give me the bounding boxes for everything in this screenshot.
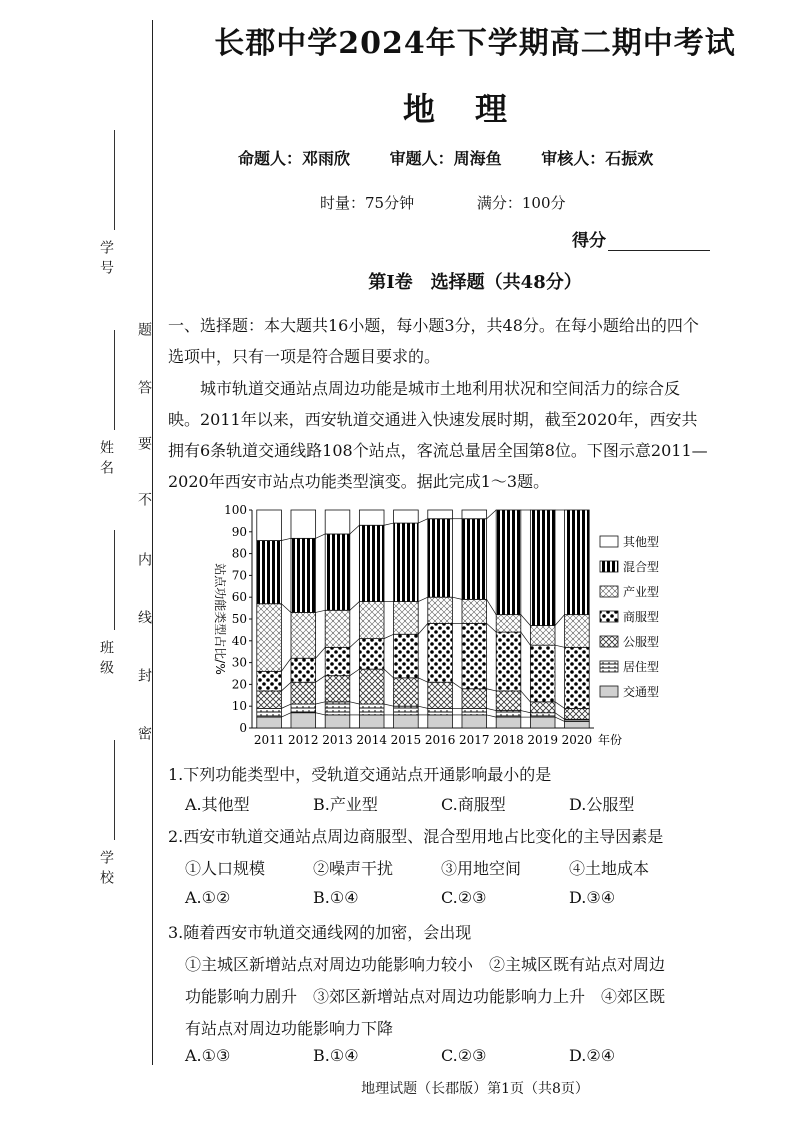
question-3-stem: 3.随着西安市轨道交通线网的加密，会出现 bbox=[168, 923, 472, 942]
bar-2011-混合型 bbox=[257, 541, 282, 604]
connector-1-0 bbox=[281, 704, 291, 708]
connector-3-7 bbox=[521, 632, 531, 645]
legend-swatch-商服型 bbox=[600, 611, 618, 622]
binding-field-blank-0[interactable] bbox=[114, 130, 115, 230]
seal-char-6: 封 bbox=[136, 668, 152, 682]
connector-2-4 bbox=[418, 678, 428, 682]
bar-2015-居住型 bbox=[394, 706, 419, 715]
bar-2020-混合型 bbox=[565, 510, 590, 615]
authors-line bbox=[238, 146, 653, 169]
bar-2015-交通型 bbox=[394, 715, 419, 728]
y-tick-label-100: 100 bbox=[224, 503, 247, 517]
q2-option-c[interactable]: C.②③ bbox=[441, 888, 487, 907]
q1-option-d[interactable]: D.公服型 bbox=[569, 795, 635, 814]
seal-char-3: 不 bbox=[136, 492, 152, 506]
bar-2017-商服型 bbox=[462, 623, 487, 688]
q2-option-b[interactable]: B.①④ bbox=[313, 888, 359, 907]
x-tick-label-2018: 2018 bbox=[493, 733, 524, 747]
y-tick-label-30: 30 bbox=[231, 655, 247, 670]
passage bbox=[168, 373, 708, 497]
bar-2012-交通型 bbox=[291, 713, 316, 728]
q3-option-c[interactable]: C.②③ bbox=[441, 1046, 487, 1065]
q3-option-a[interactable]: A.①③ bbox=[185, 1046, 231, 1065]
connector-4-7 bbox=[521, 615, 531, 626]
y-tick-label-40: 40 bbox=[231, 633, 247, 648]
bar-2018-交通型 bbox=[496, 717, 521, 728]
bar-2018-产业型 bbox=[496, 615, 521, 632]
connector-0-0 bbox=[281, 713, 291, 717]
y-tick-label-0: 0 bbox=[239, 721, 247, 735]
intro-text: 一、选择题：本大题共16小题，每小题3分，共48分。在每小题给出的四个选项中，只有一项是符合题目要求的。 bbox=[168, 316, 699, 366]
bar-2019-混合型 bbox=[530, 510, 555, 626]
legend-swatch-居住型 bbox=[600, 661, 618, 672]
connector-1-1 bbox=[316, 702, 326, 704]
bar-2016-公服型 bbox=[428, 682, 453, 708]
bar-2020-产业型 bbox=[565, 615, 590, 648]
bar-2017-公服型 bbox=[462, 689, 487, 709]
y-axis-label: 站点功能类型占比/% bbox=[213, 563, 227, 675]
connector-2-6 bbox=[487, 689, 497, 691]
binding-field-label-0: 学号 bbox=[98, 240, 114, 280]
connector-5-6 bbox=[487, 510, 497, 519]
section-intro bbox=[168, 310, 708, 372]
bar-2020-商服型 bbox=[565, 647, 590, 708]
bar-2019-交通型 bbox=[530, 717, 555, 728]
y-tick-label-60: 60 bbox=[231, 590, 247, 605]
connector-0-8 bbox=[555, 717, 565, 721]
connector-5-2 bbox=[350, 525, 360, 534]
connector-4-6 bbox=[487, 599, 497, 614]
bar-2015-公服型 bbox=[394, 678, 419, 706]
bar-2014-商服型 bbox=[359, 639, 384, 670]
bar-2012-混合型 bbox=[291, 538, 316, 612]
q3-choices-line-1: ①主城区新增站点对周边功能影响力较小 ②主城区既有站点对周边 bbox=[185, 955, 666, 974]
bar-2016-商服型 bbox=[428, 623, 453, 682]
connector-4-1 bbox=[316, 610, 326, 612]
section-title: 第Ⅰ卷 选择题（共48分） bbox=[368, 272, 582, 293]
connector-3-3 bbox=[384, 634, 394, 638]
bar-2015-产业型 bbox=[394, 602, 419, 635]
bar-2011-其他型 bbox=[257, 510, 282, 541]
bar-2011-产业型 bbox=[257, 604, 282, 672]
legend-label-混合型: 混合型 bbox=[623, 560, 660, 574]
connector-3-0 bbox=[281, 658, 291, 671]
y-tick-label-50: 50 bbox=[231, 612, 247, 626]
legend-label-公服型: 公服型 bbox=[623, 635, 660, 649]
connector-1-2 bbox=[350, 702, 360, 704]
score-blank[interactable] bbox=[608, 234, 710, 251]
bar-2016-产业型 bbox=[428, 597, 453, 623]
binding-field-blank-2[interactable] bbox=[114, 530, 115, 630]
reviewer: 审题人：周海鱼 bbox=[389, 149, 502, 168]
bar-2016-居住型 bbox=[428, 708, 453, 715]
connector-3-1 bbox=[316, 647, 326, 658]
connector-0-1 bbox=[316, 713, 326, 715]
bar-2011-公服型 bbox=[257, 691, 282, 708]
bar-2018-混合型 bbox=[496, 510, 521, 615]
full-marks: 满分：100分 bbox=[476, 194, 566, 212]
time-limit: 时量：75分钟 bbox=[320, 194, 415, 212]
connector-2-3 bbox=[384, 669, 394, 678]
x-tick-label-2013: 2013 bbox=[322, 733, 353, 747]
bar-2014-公服型 bbox=[359, 669, 384, 704]
time-info bbox=[320, 192, 566, 213]
y-tick-label-10: 10 bbox=[231, 699, 247, 714]
seal-char-0: 题 bbox=[136, 322, 152, 336]
bar-2013-交通型 bbox=[325, 715, 350, 728]
bar-2012-产业型 bbox=[291, 612, 316, 658]
connector-5-4 bbox=[418, 519, 428, 523]
legend-label-产业型: 产业型 bbox=[623, 585, 660, 599]
question-1-stem: 1.下列功能类型中，受轨道交通站点开通影响最小的是 bbox=[168, 765, 552, 784]
x-tick-label-2017: 2017 bbox=[459, 733, 490, 747]
legend-swatch-其他型 bbox=[600, 536, 618, 547]
bar-2014-产业型 bbox=[359, 602, 384, 639]
bar-2011-交通型 bbox=[257, 717, 282, 728]
y-tick-label-80: 80 bbox=[231, 546, 247, 561]
connector-4-0 bbox=[281, 604, 291, 613]
connector-3-4 bbox=[418, 623, 428, 634]
y-tick-label-90: 90 bbox=[231, 524, 247, 539]
connector-3-6 bbox=[487, 623, 497, 632]
bar-2012-居住型 bbox=[291, 704, 316, 713]
connector-0-6 bbox=[487, 715, 497, 717]
legend-label-商服型: 商服型 bbox=[623, 610, 660, 624]
q2-choice-1: ①人口规模 bbox=[185, 859, 266, 878]
q2-option-d[interactable]: D.③④ bbox=[569, 888, 616, 907]
connector-2-0 bbox=[281, 682, 291, 691]
bar-2011-商服型 bbox=[257, 671, 282, 691]
bar-2015-混合型 bbox=[394, 523, 419, 601]
connector-4-5 bbox=[452, 597, 462, 599]
binding-field-label-1: 姓名 bbox=[98, 440, 114, 480]
bar-2014-交通型 bbox=[359, 715, 384, 728]
connector-2-1 bbox=[316, 676, 326, 683]
page-footer: 地理试题（长郡版）第1页（共8页） bbox=[361, 1081, 589, 1097]
binding-field-label-3: 学校 bbox=[98, 850, 114, 890]
bar-2020-公服型 bbox=[565, 708, 590, 719]
legend-swatch-公服型 bbox=[600, 636, 618, 647]
bar-2016-其他型 bbox=[428, 510, 453, 519]
score-field bbox=[572, 226, 710, 251]
bar-2011-居住型 bbox=[257, 708, 282, 717]
legend-label-居住型: 居住型 bbox=[623, 660, 660, 674]
bar-2013-居住型 bbox=[325, 702, 350, 715]
bar-2019-居住型 bbox=[530, 713, 555, 717]
connector-2-5 bbox=[452, 682, 462, 689]
bar-2012-公服型 bbox=[291, 682, 316, 704]
bar-2020-交通型 bbox=[565, 721, 590, 728]
connector-4-8 bbox=[555, 615, 565, 626]
legend-swatch-交通型 bbox=[600, 686, 618, 697]
legend-swatch-产业型 bbox=[600, 586, 618, 597]
x-tick-label-2015: 2015 bbox=[390, 733, 422, 747]
bar-2015-商服型 bbox=[394, 634, 419, 678]
x-tick-label-2014: 2014 bbox=[356, 733, 387, 747]
connector-2-7 bbox=[521, 691, 531, 702]
q1-option-a[interactable]: A.其他型 bbox=[185, 795, 250, 814]
legend-label-交通型: 交通型 bbox=[623, 685, 660, 699]
seal-char-5: 线 bbox=[136, 610, 152, 624]
bar-2019-产业型 bbox=[530, 626, 555, 646]
bar-2012-商服型 bbox=[291, 658, 316, 682]
bar-2017-产业型 bbox=[462, 599, 487, 623]
connector-2-2 bbox=[350, 669, 360, 676]
school-title: 长郡中学2024年下学期高二期中考试 bbox=[214, 26, 736, 61]
connector-1-3 bbox=[384, 704, 394, 706]
bar-2017-居住型 bbox=[462, 708, 487, 715]
bar-2013-产业型 bbox=[325, 610, 350, 647]
bar-2018-公服型 bbox=[496, 691, 521, 711]
bar-2013-公服型 bbox=[325, 676, 350, 702]
binding-field-blank-3[interactable] bbox=[114, 740, 115, 840]
q3-option-b[interactable]: B.①④ bbox=[313, 1046, 359, 1065]
q3-choices-line-3: 有站点对周边功能影响力下降 bbox=[185, 1019, 394, 1038]
q2-option-a[interactable]: A.①② bbox=[185, 888, 231, 907]
bar-2017-交通型 bbox=[462, 715, 487, 728]
connector-4-4 bbox=[418, 597, 428, 601]
connector-5-0 bbox=[281, 538, 291, 540]
seal-char-2: 要 bbox=[136, 436, 152, 450]
connector-1-7 bbox=[521, 711, 531, 713]
bar-2014-混合型 bbox=[359, 525, 384, 601]
q2-choice-3: ③用地空间 bbox=[441, 859, 522, 878]
subject-title: 地理 bbox=[402, 90, 547, 128]
bar-2015-其他型 bbox=[394, 510, 419, 523]
binding-field-blank-1[interactable] bbox=[114, 330, 115, 430]
seal-char-4: 内 bbox=[136, 552, 152, 566]
x-tick-label-2011: 2011 bbox=[253, 733, 285, 747]
bar-2017-混合型 bbox=[462, 519, 487, 600]
station-function-chart bbox=[213, 498, 692, 754]
bar-2013-商服型 bbox=[325, 647, 350, 675]
checker: 审核人：石振欢 bbox=[541, 149, 654, 168]
connector-3-2 bbox=[350, 639, 360, 648]
q2-choice-4: ④土地成本 bbox=[569, 859, 650, 878]
bar-2019-商服型 bbox=[530, 645, 555, 702]
legend-swatch-混合型 bbox=[600, 561, 618, 572]
connector-1-4 bbox=[418, 706, 428, 708]
bar-2019-公服型 bbox=[530, 702, 555, 713]
seal-char-1: 答 bbox=[136, 380, 152, 394]
connector-5-1 bbox=[316, 534, 326, 538]
q1-option-b[interactable]: B.产业型 bbox=[313, 795, 378, 814]
binding-field-label-2: 班级 bbox=[98, 640, 114, 680]
q1-option-c[interactable]: C.商服型 bbox=[441, 795, 506, 814]
bar-2012-其他型 bbox=[291, 510, 316, 538]
x-axis-label: 年份 bbox=[598, 733, 623, 747]
x-tick-label-2012: 2012 bbox=[288, 733, 319, 747]
y-tick-label-70: 70 bbox=[231, 568, 247, 583]
connector-1-6 bbox=[487, 708, 497, 710]
q2-choice-2: ②噪声干扰 bbox=[313, 859, 394, 878]
passage-text: 城市轨道交通站点周边功能是城市土地利用状况和空间活力的综合反映。2011年以来，西安轨道交通进入快速发展时期，截至2020年，西安共拥有6条轨道交通线路108个站点，客流总量居全国第8位。下图示意2011—2020年西安市站点功能类型演变。据此完成1～3题。 bbox=[168, 379, 708, 491]
y-tick-label-20: 20 bbox=[231, 677, 247, 692]
bar-2018-居住型 bbox=[496, 711, 521, 718]
bar-2013-混合型 bbox=[325, 534, 350, 610]
connector-1-8 bbox=[555, 713, 565, 720]
legend-label-其他型: 其他型 bbox=[623, 535, 660, 549]
score-label: 得分 bbox=[572, 231, 606, 251]
bar-2017-其他型 bbox=[462, 510, 487, 519]
seal-char-7: 密 bbox=[136, 726, 152, 740]
x-tick-label-2019: 2019 bbox=[527, 733, 558, 747]
bar-2016-交通型 bbox=[428, 715, 453, 728]
question-2-stem: 2.西安市轨道交通站点周边商服型、混合型用地占比变化的主导因素是 bbox=[168, 827, 664, 846]
connector-5-3 bbox=[384, 523, 394, 525]
bar-2016-混合型 bbox=[428, 519, 453, 597]
binding-line bbox=[152, 20, 153, 1065]
setter: 命题人：邓雨欣 bbox=[238, 149, 351, 168]
x-tick-label-2016: 2016 bbox=[424, 733, 456, 747]
bar-2014-其他型 bbox=[359, 510, 384, 525]
bar-2018-商服型 bbox=[496, 632, 521, 691]
bar-2014-居住型 bbox=[359, 704, 384, 715]
connector-3-8 bbox=[555, 645, 565, 647]
connector-4-2 bbox=[350, 602, 360, 611]
x-tick-label-2020: 2020 bbox=[561, 733, 593, 747]
q3-option-d[interactable]: D.②④ bbox=[569, 1046, 616, 1065]
q3-choices-line-2: 功能影响力剧升 ③郊区新增站点对周边功能影响力上升 ④郊区既 bbox=[185, 987, 666, 1006]
bar-2013-其他型 bbox=[325, 510, 350, 534]
connector-2-8 bbox=[555, 702, 565, 709]
